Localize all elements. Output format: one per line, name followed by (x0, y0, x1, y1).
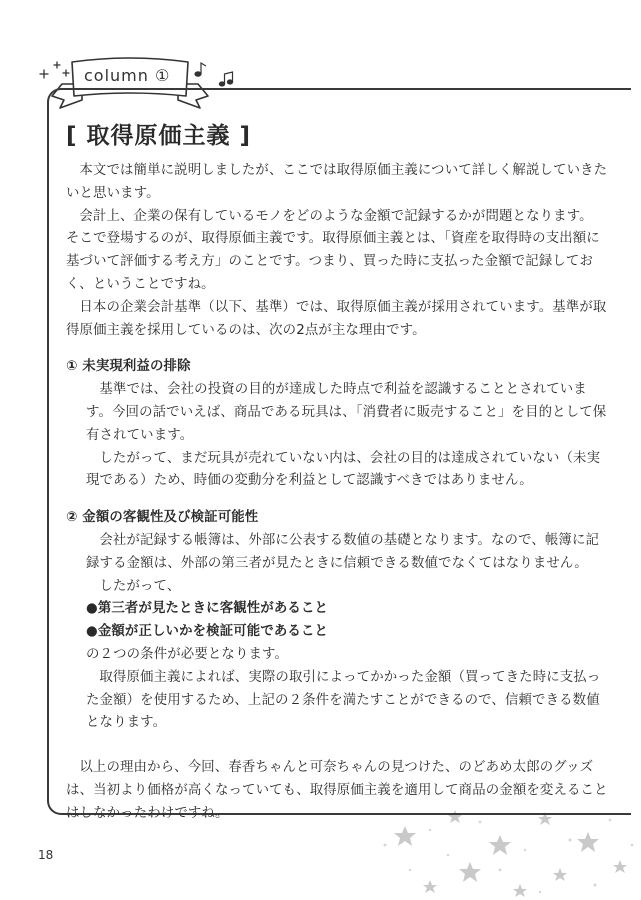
intro-paragraph: 会計上、企業の保有しているモノをどのような金額で記録するかが問題となります。 (79, 208, 593, 224)
section-heading-1: ① 未実現利益の排除 (66, 359, 191, 375)
section-title: [ 取得原価主義 ] (66, 123, 252, 149)
section-paragraph: 会社が記録する帳簿は、外部に公表する数値の基礎となります。なので、帳簿に記録する金額は、外部の第三者が見たときに信頼できる数値でなくてはなりません。 (86, 532, 600, 571)
bullet-item: ●金額が正しいかを検証可能であること (86, 624, 329, 640)
section-2-content (66, 530, 611, 735)
section-paragraph: 基準では、会社の投資の目的が達成した時点で利益を認識することとされています。今回の話でいえば、商品である玩具は、「消費者に販売すること」を目的として保有されています。 (86, 382, 607, 443)
article-body (66, 160, 611, 826)
after-bullets-text: の２つの条件が必要となります。 (86, 646, 289, 662)
page-number: 18 (38, 848, 54, 862)
intro-paragraph: 日本の企業会計基準（以下、基準）では、取得原価主義が採用されています。基準が取得原価主義を採用しているのは、次の2点が主な理由です。 (66, 299, 607, 338)
intro-paragraph: 本文では簡単に説明しましたが、ここでは取得原価主義について詳しく解説していきたいと思います。 (66, 163, 608, 201)
section-paragraph: 取得原価主義によれば、実際の取引によってかかった金額（買ってきた時に支払った金額）を使用するため、上記の２条件を満たすことができるので、信頼できる数値となります。 (86, 669, 601, 731)
section-paragraph: したがって、まだ玩具が売れていない内は、会社の目的は達成されていない（未実現である）ため、時価の変動分を利益として認識すべきではありません。 (86, 450, 601, 489)
column-label: column ① (84, 66, 171, 85)
section-1-content (66, 379, 611, 493)
music-note-icon (195, 63, 233, 86)
lead-text: したがって、 (99, 578, 181, 594)
dot-pattern (384, 819, 634, 894)
sparkle-icon (40, 62, 69, 78)
intro-paragraph: そこで登場するのが、取得原価主義です。取得原価主義とは、「資産を取得時の支出額に基づいて評価する考え方」のことです。つまり、買った時に支払った金額で記録しておく、ということですね。 (66, 231, 600, 292)
section-heading-2: ② 金額の客観性及び検証可能性 (66, 510, 259, 526)
bullet-item: ●第三者が見たときに客観性があること (86, 601, 329, 617)
conclusion-paragraph: 以上の理由から、今回、春香ちゃんと可奈ちゃんの見つけた、のどあめ太郎のグッズは、当初より価格が高くなっていても、取得原価主義を適用して商品の金額を変えることはしなかったわけですね。 (66, 760, 608, 821)
